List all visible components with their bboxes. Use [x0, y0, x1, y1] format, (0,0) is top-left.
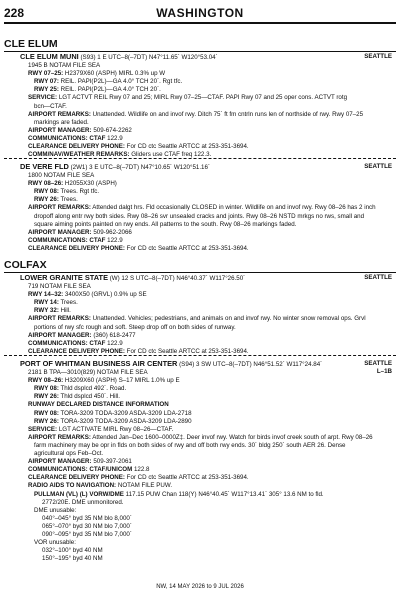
entry-line: [20, 127, 392, 135]
page-footer: NW, 14 MAY 2026 to 9 JUL 2026: [156, 584, 244, 590]
field-value: Hill.: [58, 307, 71, 315]
airport-name: LOWER GRANITE STATE: [20, 274, 108, 282]
field-label: AIRPORT REMARKS:: [28, 315, 91, 323]
field-value: H3209X60 (ASPH) S–17 MIRL 1.0% up E: [63, 377, 180, 385]
field-value: agricultural ops Feb–Oct.: [34, 450, 104, 458]
field-value: bcn—CTAF.: [34, 102, 67, 110]
field-label: RWY 32:: [34, 307, 59, 315]
field-value: Thld dsplcd 450´. Hill.: [58, 393, 120, 401]
entry-line: [20, 213, 392, 221]
airport-entry: [20, 274, 392, 356]
field-value: 509-674-2262: [91, 126, 132, 134]
city-heading: COLFAX: [4, 259, 47, 271]
field-value: 032°–100° byd 40 NM: [42, 547, 103, 555]
field-label: SERVICE:: [28, 94, 58, 102]
entry-line: [20, 401, 392, 409]
field-label: COMMUNICATIONS: CTAF/UNICOM: [28, 466, 133, 474]
entry-line: [20, 369, 392, 377]
entry-line: [20, 111, 392, 119]
field-value: TORA-3209 TODA-3209 ASDA-3209 LDA-2890: [58, 417, 192, 425]
entry-line: [20, 324, 392, 332]
field-value: 090°–095° byd 35 NM blo 7,000´: [42, 530, 132, 538]
field-label: RWY 14–32:: [28, 291, 64, 299]
entry-line: [20, 62, 392, 70]
field-label: AIRPORT MANAGER:: [28, 331, 92, 339]
field-label: CLEARANCE DELIVERY PHONE:: [28, 244, 125, 252]
field-value: LGT ACTIVATE MIRL Rwy 08–26—CTAF.: [57, 425, 174, 433]
entry-line: [20, 196, 392, 204]
entry-line: [20, 307, 392, 315]
field-label: COMMUNICATIONS: CTAF: [28, 236, 106, 244]
entry-line: [20, 434, 392, 442]
field-value: 2772/20E. DME unmonitored.: [42, 498, 124, 506]
field-value: 040°–045° byd 35 NM blo 8,000´: [42, 514, 132, 522]
entry-line: [20, 491, 392, 499]
airport-entry: [20, 360, 392, 563]
field-value: 065°–070° byd 30 NM blo 7,000´: [42, 522, 132, 530]
entry-line: [20, 442, 392, 450]
field-value: 122.9: [105, 134, 123, 142]
entry-line: [20, 499, 392, 507]
field-label: RWY 08–26:: [28, 180, 64, 188]
field-value: Thld dsplcd 492´. Road.: [58, 385, 127, 393]
entry-line: [20, 515, 392, 523]
entry-line: [20, 523, 392, 531]
entry-line: [20, 86, 392, 94]
field-value: TORA-3209 TODA-3209 ASDA-3209 LDA-2718: [58, 409, 192, 417]
field-value: markings are faded.: [34, 118, 89, 126]
entry-line: [20, 229, 392, 237]
field-value: 122.9: [105, 236, 123, 244]
entry-separator: [4, 158, 396, 159]
airport-name: CLE ELUM MUNI: [20, 53, 79, 61]
entry-line: [20, 547, 392, 555]
field-label: RWY 26:: [34, 417, 59, 425]
entry-line: [20, 332, 392, 340]
entry-line: [20, 531, 392, 539]
region-label: SEATTLE: [364, 360, 392, 367]
field-label: AIRPORT REMARKS:: [28, 433, 91, 441]
field-value: Trees. Rgt tfc.: [58, 188, 100, 196]
field-value: For CD ctc Seattle ARTCC at 253-351-3694.: [124, 244, 249, 252]
field-value: Attended dalgt hrs. Fld occasionally CLOSED in winter. Wildlife on and invof rwy. Rwy 08–26 has 2 inch: [90, 204, 376, 212]
entry-line: [20, 78, 392, 86]
field-value: Trees.: [58, 196, 78, 204]
field-label: RWY 07–25:: [28, 70, 64, 78]
page-number: 228: [4, 6, 25, 20]
airport-entry: [20, 163, 392, 253]
airport-name: PORT OF WHITMAN BUSINESS AIR CENTER: [20, 360, 178, 368]
field-label: RWY 26:: [34, 393, 59, 401]
field-value: Gliders use CTAF freq 122.3.: [129, 151, 212, 159]
field-value: 1800 NOTAM FILE SEA: [28, 172, 95, 180]
header-rule: [4, 22, 396, 24]
airport-title-line: [20, 360, 392, 369]
field-label: RUNWAY DECLARED DISTANCE INFORMATION: [28, 401, 169, 409]
field-value: portions of rwy sfc rough and soft. Steep drop off on both sides of runway.: [34, 323, 236, 331]
field-value: For CD ctc Seattle ARTCC at 253-351-3694.: [124, 474, 249, 482]
field-label: RWY 08:: [34, 409, 59, 417]
airport-ident-line: (2W1) 3 E UTC–8(–7DT) N47°10.65´ W120°51.16´: [68, 164, 211, 171]
region-label: SEATTLE: [364, 274, 392, 281]
entry-line: [20, 539, 392, 547]
field-value: 509-962-2066: [91, 228, 132, 236]
field-value: dropoff along entr rwy both sides. Rwy 08–26 svr unsealed cracks and joints. Rwy 08–26 NSTD mrkgs no rws, small and: [34, 212, 365, 220]
field-label: RWY 26:: [34, 196, 59, 204]
entry-line: [20, 458, 392, 466]
entry-line: [20, 221, 392, 229]
field-value: Trees.: [58, 299, 78, 307]
field-value: 719 NOTAM FILE SEA: [28, 283, 91, 291]
field-value: VOR unusable:: [34, 539, 76, 547]
field-value: 3400X50 (GRVL) 0.9% up SE: [63, 291, 147, 299]
field-value: 122.8: [132, 466, 150, 474]
entry-line: [20, 70, 392, 78]
entry-line: [20, 180, 392, 188]
field-label: RWY 25:: [34, 86, 59, 94]
field-label: RWY 08–26:: [28, 377, 64, 385]
field-label: AIRPORT REMARKS:: [28, 204, 91, 212]
entry-line: [20, 299, 392, 307]
entry-line: [20, 188, 392, 196]
field-value: Unattended. Vehicles; pedestrians, and animals on and invof rwy. No winter snow removal ops. Grvl: [90, 315, 366, 323]
airport-name: DE VERE FLD: [20, 163, 69, 171]
entry-line: [20, 340, 392, 348]
field-label: COMM/NAV/WEATHER REMARKS:: [28, 151, 130, 159]
entry-line: [20, 418, 392, 426]
entry-line: [20, 555, 392, 563]
entry-line: [20, 143, 392, 151]
entry-line: [20, 204, 392, 212]
entry-line: [20, 315, 392, 323]
entry-line: [20, 103, 392, 111]
entry-line: [20, 450, 392, 458]
field-label: RADIO AIDS TO NAVIGATION:: [28, 482, 117, 490]
entry-line: [20, 466, 392, 474]
entry-line: [20, 377, 392, 385]
city-rule: [4, 272, 396, 273]
region-label: SEATTLE: [364, 163, 392, 170]
field-label: RWY 14:: [34, 299, 59, 307]
field-label: SERVICE:: [28, 425, 58, 433]
field-value: 1945 B NOTAM FILE SEA: [28, 62, 101, 70]
field-value: Unattended. Wildlife on and invof rwy. Ditch 75´ ft fm cntrln runs len of northside of rwy. Rwy 07–25: [90, 110, 364, 118]
entry-line: [20, 482, 392, 490]
chart-ref: L–1B: [376, 368, 392, 375]
entry-line: [20, 245, 392, 253]
field-value: farm machinery may be opr in flds on both sides of rwy and off both rwy ends. 30´ bldg 250´ south AER 26. Dense: [34, 441, 346, 449]
entry-separator: [4, 355, 396, 356]
field-value: For CD ctc Seattle ARTCC at 253-351-3694.: [124, 347, 249, 355]
airport-title-line: [20, 163, 392, 172]
entry-line: [20, 172, 392, 180]
field-value: 117.15 PUW Chan 118(Y) N46°40.45´ W117°13.41´ 305° 13.6 NM to fld.: [123, 490, 324, 498]
field-label: CLEARANCE DELIVERY PHONE:: [28, 143, 125, 151]
airport-title-line: [20, 274, 392, 283]
field-label: CLEARANCE DELIVERY PHONE:: [28, 474, 125, 482]
field-label: CLEARANCE DELIVERY PHONE:: [28, 347, 125, 355]
field-label: RWY 07:: [34, 78, 59, 86]
field-value: H2055X30 (ASPH): [63, 180, 117, 188]
city-rule: [4, 51, 396, 52]
field-label: AIRPORT MANAGER:: [28, 458, 92, 466]
field-label: COMMUNICATIONS: CTAF: [28, 339, 106, 347]
city-heading: CLE ELUM: [4, 38, 58, 50]
entry-line: [20, 135, 392, 143]
field-value: 509-397-2061: [91, 458, 132, 466]
airport-ident-line: (W) 12 S UTC–8(–7DT) N46°40.37´ W117°26.50´: [108, 275, 246, 282]
airport-entry: [20, 53, 392, 159]
field-label: COMMUNICATIONS: CTAF: [28, 134, 106, 142]
field-label: AIRPORT REMARKS:: [28, 110, 91, 118]
entry-line: [20, 94, 392, 102]
field-value: (360) 618-2477: [91, 331, 136, 339]
page-header: [4, 6, 396, 20]
field-value: For CD ctc Seattle ARTCC at 253-351-3694.: [124, 143, 249, 151]
entry-line: [20, 237, 392, 245]
field-value: DME unusable:: [34, 506, 77, 514]
field-value: NOTAM FILE PUW.: [116, 482, 173, 490]
field-value: LGT ACTVT REIL Rwy 07 and 25; MIRL Rwy 07–25—CTAF. PAPI Rwy 07 and 25 oper cons. ACTVT rotg: [57, 94, 348, 102]
field-value: 150°–195° byd 40 NM: [42, 555, 103, 563]
entry-line: [20, 283, 392, 291]
field-value: 2181 B TPA—3010(829) NOTAM FILE SEA: [28, 369, 148, 377]
entry-line: [20, 507, 392, 515]
field-value: square aiming points painted on rwy ends. All patterns to the south. Rwy 08–26 markings faded.: [34, 220, 297, 228]
entry-line: [20, 410, 392, 418]
field-value: REIL. PAPI(P2L)—GA 4.0° TCH 20´.: [58, 86, 161, 94]
field-label: AIRPORT MANAGER:: [28, 126, 92, 134]
field-value: 122.9: [105, 339, 123, 347]
entry-line: [20, 291, 392, 299]
field-label: RWY 08:: [34, 188, 59, 196]
region-label: SEATTLE: [364, 53, 392, 60]
field-value: Attended Jan–Dec 1600–0000Z‡. Deer invof rwy. Watch for birds invof creek south of arpt. Rwy 08–26: [90, 433, 373, 441]
entry-line: [20, 385, 392, 393]
field-label: RWY 08:: [34, 385, 59, 393]
field-value: REIL. PAPI(P2L)—GA 4.0° TCH 20´. Rgt tfc.: [58, 78, 183, 86]
field-label: AIRPORT MANAGER:: [28, 228, 92, 236]
entry-line: [20, 119, 392, 127]
entry-line: [20, 474, 392, 482]
airport-title-line: [20, 53, 392, 62]
field-label: PULLMAN (VL) (L) VORW/DME: [34, 490, 124, 498]
state-title: WASHINGTON: [156, 6, 244, 20]
airport-ident-line: (S94) 3 SW UTC–8(–7DT) N46°51.52´ W117°24.84´: [177, 361, 323, 368]
entry-line: [20, 393, 392, 401]
airport-ident-line: (S93) 1 E UTC–8(–7DT) N47°11.65´ W120°53.04´: [78, 54, 218, 61]
field-value: H2379X60 (ASPH) MIRL 0.3% up W: [63, 70, 166, 78]
entry-line: [20, 426, 392, 434]
